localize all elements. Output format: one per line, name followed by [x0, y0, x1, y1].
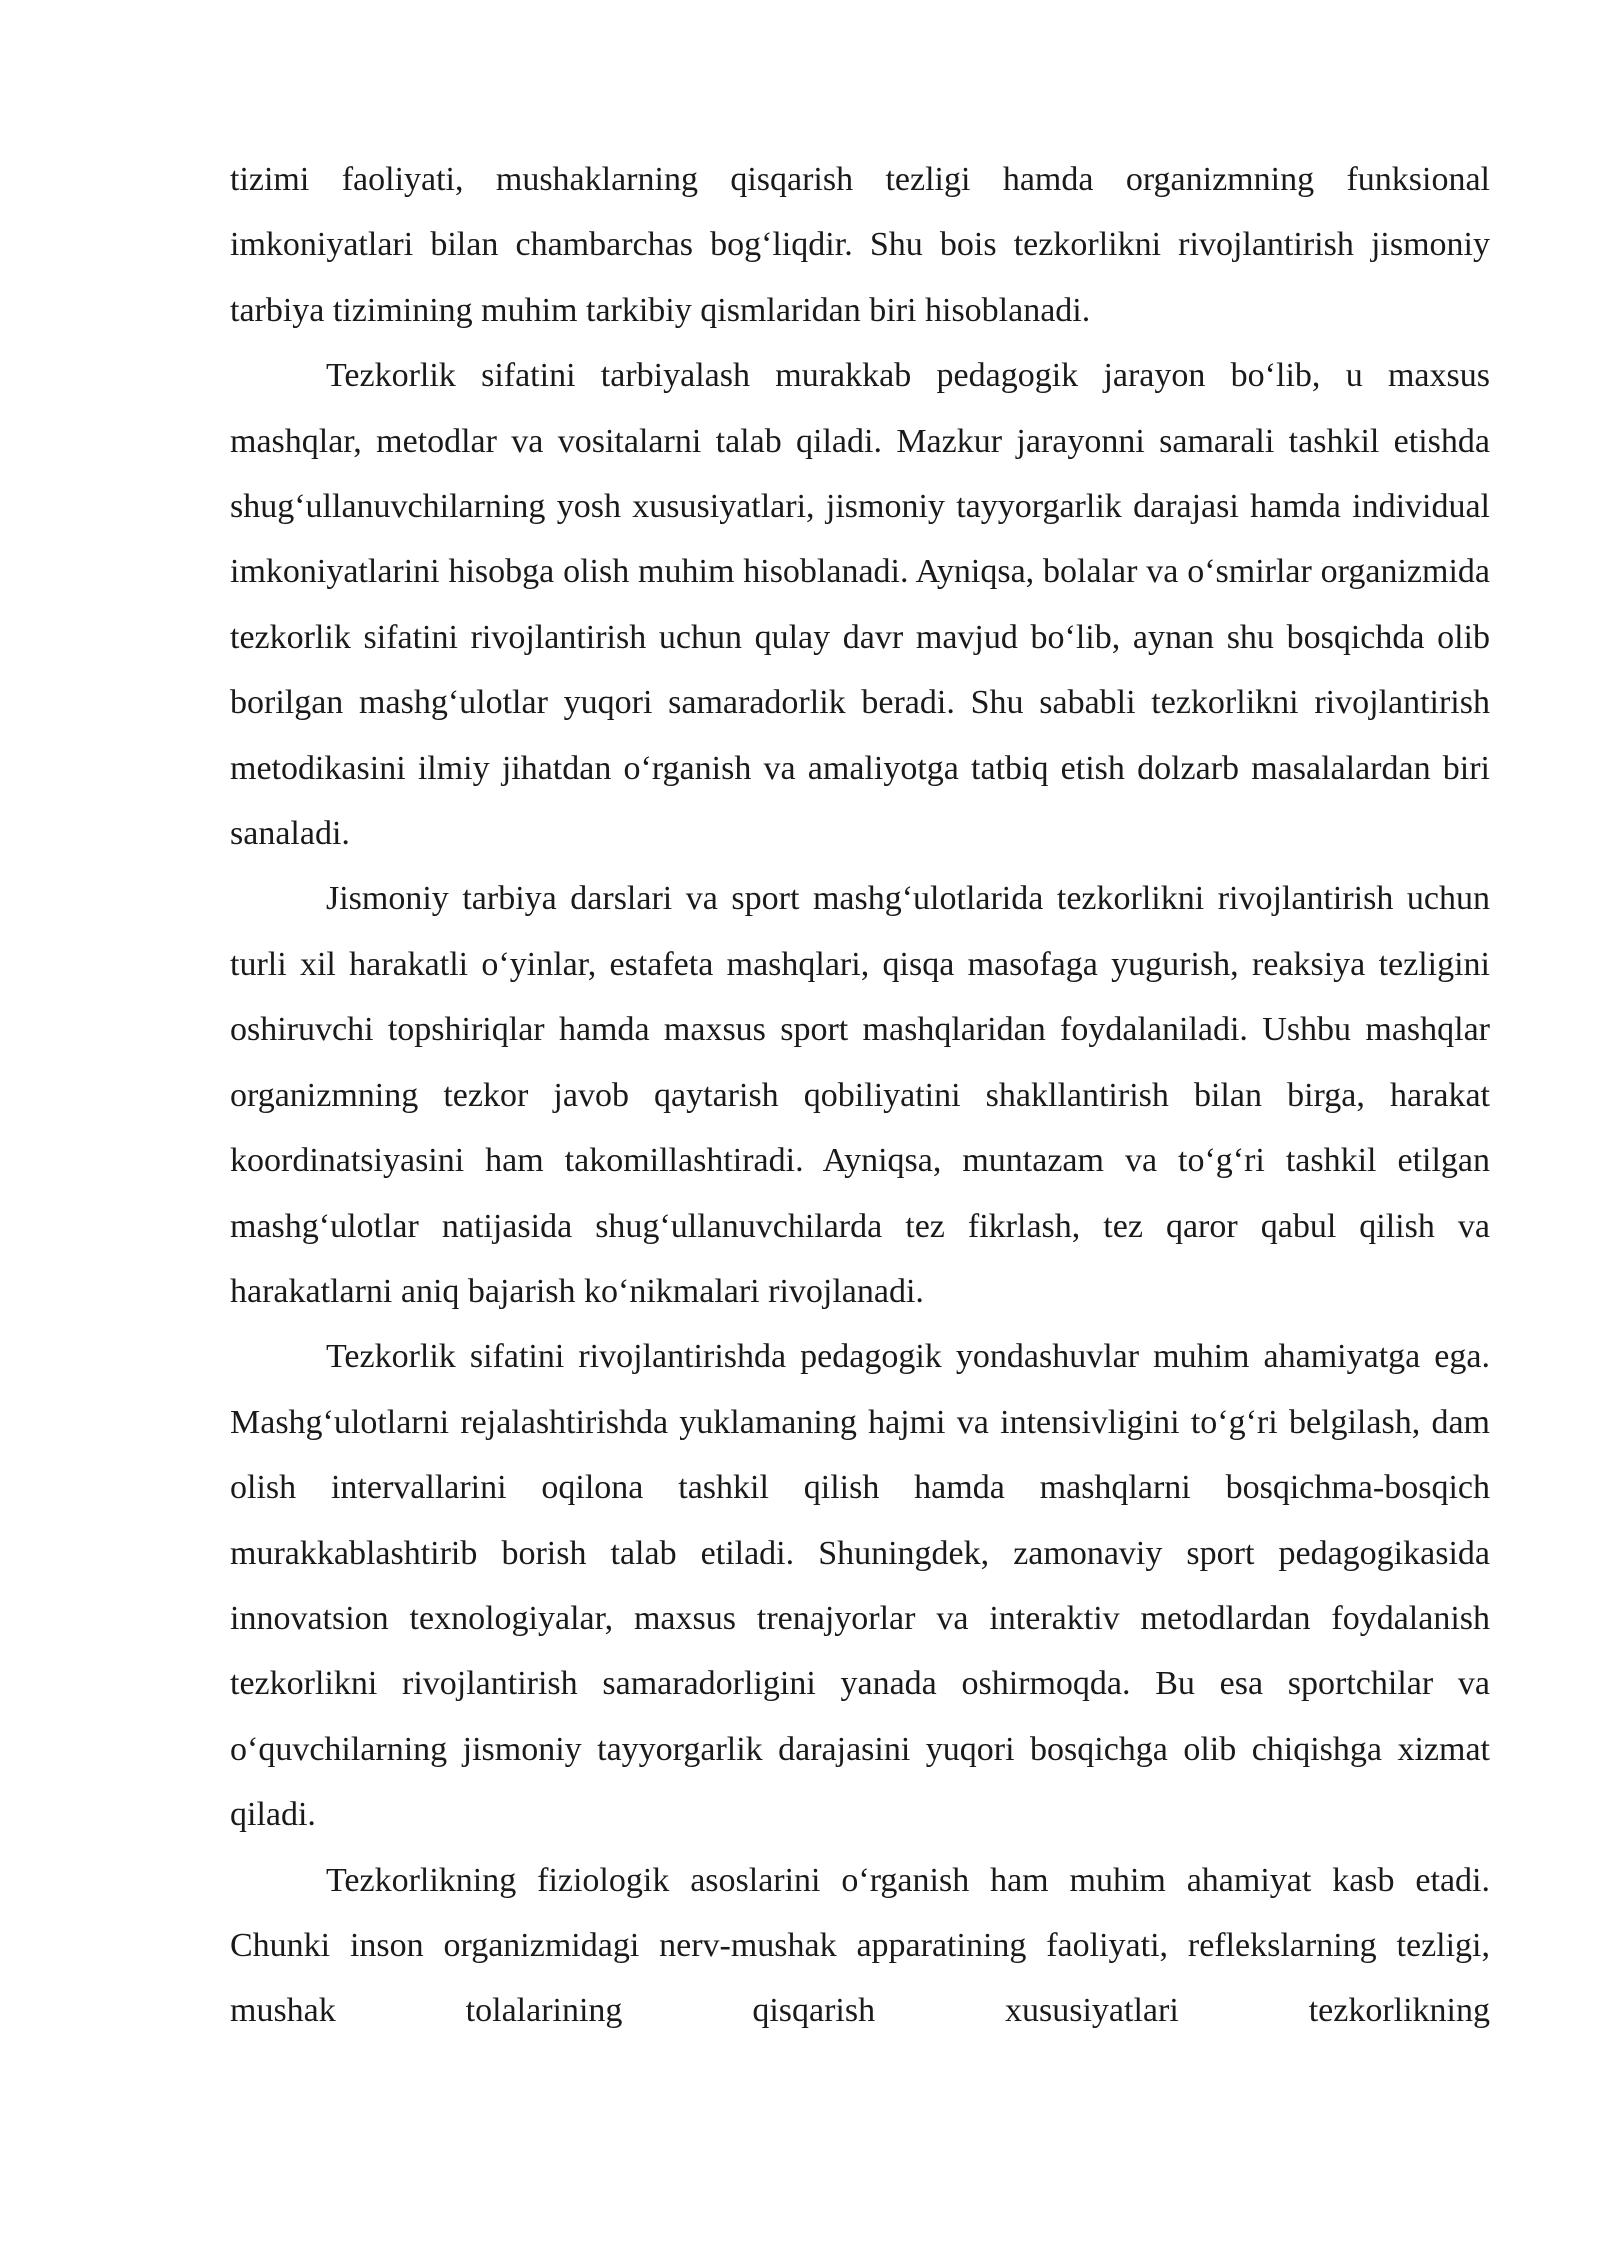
paragraph-tezkorlik-tarbiyalash: Tezkorlik sifatini tarbiyalash murakkab pedagogik jarayon bo‘lib, u maxsus mashqlar, metodlar va vositalarni talab qiladi. Mazkur jarayonni samarali tashkil etishda shug‘ullanuvchilarning yosh xususiyatlari, jismoniy tayyorgarlik darajasi hamda individual imkoniyatlarini hisobga olish muhim hisoblanadi. Ayniqsa, bolalar va o‘smirlar organizmida tezkorlik sifatini rivojlantirish uchun qulay davr mavjud bo‘lib, aynan shu bosqichda olib borilgan mashg‘ulotlar yuqori samaradorlik beradi. Shu sababli tezkorlikni rivojlantirish metodikasini ilmiy jihatdan o‘rganish va amaliyotga tatbiq etish dolzarb masalalardan biri sanaladi. — [230, 357, 1490, 853]
document-body — [230, 147, 1490, 2044]
paragraph-pedagogik-yondashuvlar: Tezkorlik sifatini rivojlantirishda pedagogik yondashuvlar muhim ahamiyatga ega. Mashg‘ulotlarni rejalashtirishda yuklamaning hajmi va intensivligini to‘g‘ri belgilash, dam olish intervallarini oqilona tashkil qilish hamda mashqlarni bosqichma-bosqich murakkablashtirib borish talab etiladi. Shuningdek, zamonaviy sport pedagogikasida innovatsion texnologiyalar, maxsus trenajyorlar va interaktiv metodlardan foydalanish tezkorlikni rivojlantirish samaradorligini yanada oshirmoqda. Bu esa sportchilar va o‘quvchilarning jismoniy tayyorgarlik darajasini yuqori bosqichga olib chiqishga xizmat qiladi. — [230, 1338, 1490, 1834]
paragraph-continuation: tizimi faoliyati, mushaklarning qisqarish tezligi hamda organizmning funksional imkoniyatlari bilan chambarchas bog‘liqdir. Shu bois tezkorlikni rivojlantirish jismoniy tarbiya tizimining muhim tarkibiy qismlaridan biri hisoblanadi. — [230, 161, 1490, 329]
paragraph-jismoniy-tarbiya: Jismoniy tarbiya darslari va sport mashg‘ulotlarida tezkorlikni rivojlantirish uchun turli xil harakatli o‘yinlar, estafeta mashqlari, qisqa masofaga yugurish, reaksiya tezligini oshiruvchi topshiriqlar hamda maxsus sport mashqlaridan foydalaniladi. Ushbu mashqlar organizmning tezkor javob qaytarish qobiliyatini shakllantirish bilan birga, harakat koordinatsiyasini ham takomillashtiradi. Ayniqsa, muntazam va to‘g‘ri tashkil etilgan mashg‘ulotlar natijasida shug‘ullanuvchilarda tez fikrlash, tez qaror qabul qilish va harakatlarni aniq bajarish ko‘nikmalari rivojlanadi. — [230, 880, 1490, 1310]
paragraph-fiziologik-asoslar: Tezkorlikning fiziologik asoslarini o‘rganish ham muhim ahamiyat kasb etadi. Chunki inson organizmidagi nerv-mushak apparatining faoliyati, reflekslarning tezligi, mushak tolalarining qisqarish xususiyatlari tezkorlikning — [230, 1861, 1490, 2030]
